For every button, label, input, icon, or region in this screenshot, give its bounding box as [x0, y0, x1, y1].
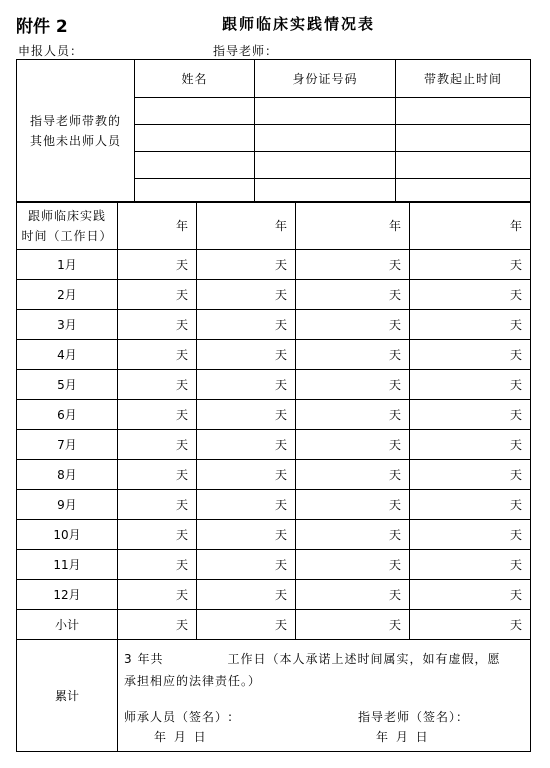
- day-cell[interactable]: 天: [410, 430, 531, 460]
- day-cell[interactable]: 天: [296, 250, 410, 280]
- day-cell[interactable]: 天: [118, 280, 197, 310]
- month-row: [17, 430, 531, 460]
- month-label: 2月: [17, 280, 118, 310]
- practice-time-header: 跟师临床实践 时间（工作日）: [17, 202, 118, 250]
- month-label: 9月: [17, 490, 118, 520]
- name-cell[interactable]: [135, 179, 255, 203]
- day-cell[interactable]: 天: [197, 280, 296, 310]
- name-cell[interactable]: [135, 98, 255, 125]
- mentor-date: 年 月 日: [376, 730, 430, 744]
- day-cell[interactable]: 天: [118, 550, 197, 580]
- month-row: [17, 490, 531, 520]
- cumulative-cell: [118, 640, 531, 752]
- day-cell[interactable]: 天: [410, 370, 531, 400]
- day-cell[interactable]: 天: [118, 370, 197, 400]
- day-cell[interactable]: 天: [197, 340, 296, 370]
- month-label: 5月: [17, 370, 118, 400]
- id-cell[interactable]: [255, 152, 396, 179]
- day-cell[interactable]: 天: [410, 580, 531, 610]
- day-cell[interactable]: 天: [118, 310, 197, 340]
- day-cell[interactable]: 天: [410, 490, 531, 520]
- day-cell[interactable]: 天: [296, 460, 410, 490]
- day-cell[interactable]: 天: [296, 400, 410, 430]
- day-cell[interactable]: 天: [118, 400, 197, 430]
- day-cell[interactable]: 天: [197, 460, 296, 490]
- page-title: 跟师临床实践情况表: [222, 15, 376, 33]
- month-label: 1月: [17, 250, 118, 280]
- mentor-signature-label: 指导老师（签名）：: [358, 710, 470, 724]
- period-cell[interactable]: [396, 179, 531, 203]
- apprentice-date: 年 月 日: [154, 730, 208, 744]
- year-cell[interactable]: 年: [197, 202, 296, 250]
- id-cell[interactable]: [255, 179, 396, 203]
- day-cell[interactable]: 天: [410, 310, 531, 340]
- month-row: [17, 550, 531, 580]
- day-cell[interactable]: 天: [296, 370, 410, 400]
- apprentice-signature-label: 师承人员（签名）:: [124, 710, 234, 724]
- day-cell[interactable]: 天: [296, 610, 410, 640]
- month-label: 12月: [17, 580, 118, 610]
- id-cell[interactable]: [255, 125, 396, 152]
- day-cell[interactable]: 天: [410, 460, 531, 490]
- period-cell[interactable]: [396, 98, 531, 125]
- day-cell[interactable]: 天: [410, 340, 531, 370]
- day-cell[interactable]: 天: [410, 550, 531, 580]
- name-cell[interactable]: [135, 125, 255, 152]
- day-cell[interactable]: 天: [118, 250, 197, 280]
- day-cell[interactable]: 天: [296, 520, 410, 550]
- col-header-id-number: 身份证号码: [255, 60, 396, 98]
- day-cell[interactable]: 天: [197, 550, 296, 580]
- month-row: [17, 460, 531, 490]
- subtotal-label: 小计: [17, 610, 118, 640]
- day-cell[interactable]: 天: [197, 490, 296, 520]
- day-cell[interactable]: 天: [410, 280, 531, 310]
- pledge-text: 3 年共 工作日（本人承诺上述时间属实，如有虚假，愿 承担相应的法律责任。）: [124, 652, 501, 688]
- mentor-students-table: [16, 59, 531, 203]
- day-cell[interactable]: 天: [296, 340, 410, 370]
- day-cell[interactable]: 天: [410, 520, 531, 550]
- day-cell[interactable]: 天: [197, 610, 296, 640]
- day-cell[interactable]: 天: [197, 400, 296, 430]
- day-cell[interactable]: 天: [296, 430, 410, 460]
- day-cell[interactable]: 天: [118, 490, 197, 520]
- day-cell[interactable]: 天: [197, 370, 296, 400]
- period-cell[interactable]: [396, 152, 531, 179]
- year-cell[interactable]: 年: [410, 202, 531, 250]
- period-cell[interactable]: [396, 125, 531, 152]
- day-cell[interactable]: 天: [197, 580, 296, 610]
- month-row: [17, 250, 531, 280]
- day-cell[interactable]: 天: [410, 610, 531, 640]
- day-cell[interactable]: 天: [296, 490, 410, 520]
- day-cell[interactable]: 天: [410, 400, 531, 430]
- month-row: [17, 370, 531, 400]
- month-row: [17, 400, 531, 430]
- month-label: 8月: [17, 460, 118, 490]
- month-row: [17, 580, 531, 610]
- day-cell[interactable]: 天: [197, 310, 296, 340]
- day-cell[interactable]: 天: [410, 250, 531, 280]
- month-row: [17, 340, 531, 370]
- day-cell[interactable]: 天: [118, 430, 197, 460]
- day-cell[interactable]: 天: [197, 520, 296, 550]
- day-cell[interactable]: 天: [118, 520, 197, 550]
- month-row: [17, 520, 531, 550]
- month-row: [17, 310, 531, 340]
- col-header-name: 姓名: [135, 60, 255, 98]
- col-header-period: 带教起止时间: [396, 60, 531, 98]
- mentor-label: 指导老师：: [213, 44, 279, 58]
- practice-time-table: [16, 201, 531, 752]
- month-label: 7月: [17, 430, 118, 460]
- month-row: [17, 280, 531, 310]
- day-cell[interactable]: 天: [296, 310, 410, 340]
- year-cell[interactable]: 年: [118, 202, 197, 250]
- id-cell[interactable]: [255, 98, 396, 125]
- day-cell[interactable]: 天: [296, 550, 410, 580]
- day-cell[interactable]: 天: [197, 430, 296, 460]
- day-cell[interactable]: 天: [296, 580, 410, 610]
- day-cell[interactable]: 天: [197, 250, 296, 280]
- day-cell[interactable]: 天: [118, 610, 197, 640]
- name-cell[interactable]: [135, 152, 255, 179]
- cumulative-label: 累计: [17, 640, 118, 752]
- day-cell[interactable]: 天: [118, 580, 197, 610]
- day-cell[interactable]: 天: [118, 460, 197, 490]
- month-label: 10月: [17, 520, 118, 550]
- month-label: 3月: [17, 310, 118, 340]
- month-label: 11月: [17, 550, 118, 580]
- applicant-label: 申报人员：: [18, 44, 84, 58]
- month-label: 6月: [17, 400, 118, 430]
- annex-label: 附件 2: [16, 17, 68, 37]
- day-cell[interactable]: 天: [118, 340, 197, 370]
- day-cell[interactable]: 天: [296, 280, 410, 310]
- other-students-label: 指导老师带教的 其他未出师人员: [17, 60, 135, 203]
- year-cell[interactable]: 年: [296, 202, 410, 250]
- month-label: 4月: [17, 340, 118, 370]
